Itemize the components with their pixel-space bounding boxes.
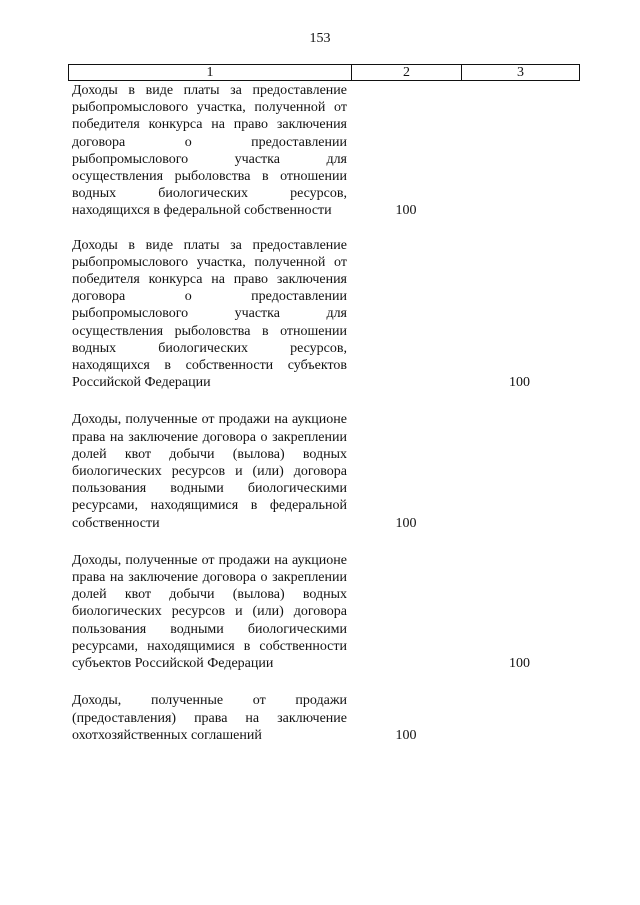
page-number: 153 — [309, 31, 331, 46]
row-description: Доходы в виде платы за предоставление рыбопромыслового участка, полученной от победителя конкурса на право заключения договора о предоставлении рыбопромыслового участка для осуществления рыболовства в отношении водных биологических ресурсов, находящихся в федеральной собственности — [72, 83, 347, 219]
header-col-2: 2 — [352, 65, 462, 80]
revenue-table — [68, 64, 580, 744]
row-value-col-3: 100 — [509, 375, 530, 391]
header-col-1: 1 — [69, 65, 352, 80]
table-row — [68, 237, 580, 392]
header-col-3: 3 — [517, 65, 524, 80]
row-description: Доходы, полученные от продажи на аукционе права на заключение договора о закреплении долей квот добычи (вылова) водных биологических ресурсов и (или) договора пользования водными биологическими ресурсами, находящимися в собственности субъектов Российской Федерации — [72, 552, 347, 672]
row-value-col-2: 100 — [395, 727, 417, 743]
table-row — [68, 82, 580, 220]
table-row — [68, 692, 580, 744]
row-description: Доходы, полученные от продажи (предоставления) права на заключение охотхозяйственных соглашений — [72, 693, 347, 743]
row-value-col-3: 100 — [509, 656, 530, 672]
table-row — [68, 552, 580, 672]
row-description: Доходы в виде платы за предоставление рыбопромыслового участка, полученной от победителя конкурса на право заключения договора о предоставлении рыбопромыслового участка для осуществления рыболовства в отношении водных биологических ресурсов, находящихся в собственности субъектов Российской Федерации — [72, 237, 347, 391]
row-value-col-2: 100 — [395, 515, 417, 531]
row-value-col-2: 100 — [395, 203, 417, 219]
table-header-row — [68, 64, 580, 81]
row-description: Доходы, полученные от продажи на аукционе права на заключение договора о закреплении долей квот добычи (вылова) водных биологических ресурсов и (или) договора пользования водными биологическими ресурсами, находящимися в федеральной собственности — [72, 412, 347, 531]
table-row — [68, 411, 580, 531]
